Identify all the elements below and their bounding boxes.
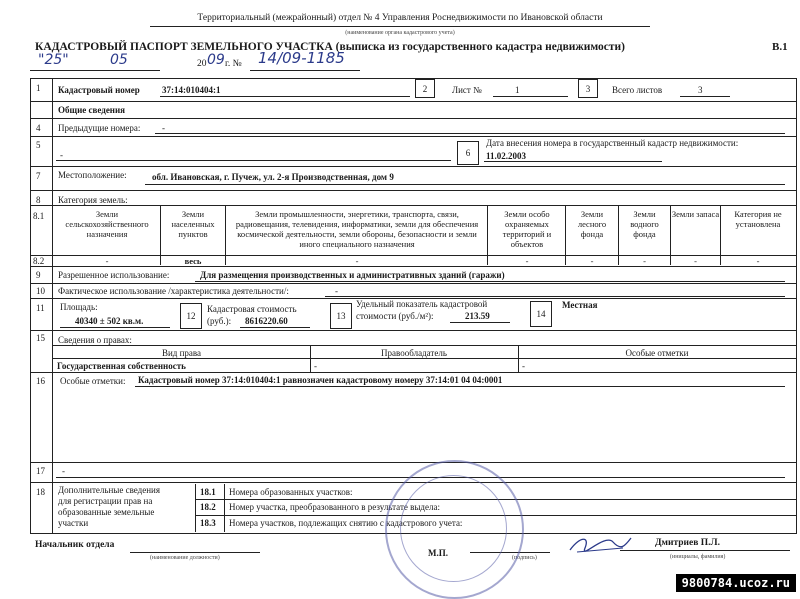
total-sheets-value: 3 (698, 85, 703, 95)
special-notes-label: Особые отметки: (60, 376, 126, 386)
actual-use-label: Фактическое использование /характеристика деятельности/: (58, 286, 289, 296)
category-value-settlements: весь (184, 256, 202, 266)
date-year-prefix: 20 (197, 59, 207, 69)
category-head-water: Земли водного фонда (630, 209, 659, 239)
authority-name: Территориальный (межрайонный) отдел № 4 Управления Роснедвижимости по Ивановской области (197, 13, 603, 23)
rights-col-type: Вид права (161, 348, 202, 358)
row-15-num: 15 (36, 333, 45, 343)
rights-notes-value: - (522, 361, 525, 371)
row-7-num: 7 (36, 171, 41, 181)
document-title: КАДАСТРОВЫЙ ПАСПОРТ ЗЕМЕЛЬНОГО УЧАСТКА (выписка из государственного кадастра недвижимости) (35, 41, 626, 53)
official-name: Дмитриев П.Л. (655, 538, 720, 548)
category-value-agricultural: - (105, 256, 109, 266)
total-sheets-label: Всего листов (612, 85, 663, 95)
permitted-use-value: Для размещения производственных и административных зданий (гаражи) (200, 270, 505, 280)
name-caption: (инициалы, фамилия) (670, 554, 726, 560)
authority-caption: (наименование органа кадастрового учета) (345, 30, 455, 36)
row-18-2-num: 18.2 (200, 502, 216, 512)
signature-caption: (подпись) (512, 555, 537, 561)
category-head-agricultural: Земли сельскохозяйственного назначения (65, 209, 149, 239)
permitted-use-label: Разрешенное использование: (58, 270, 170, 280)
row-1-num: 1 (36, 83, 41, 93)
row-11-num: 11 (36, 303, 45, 313)
previous-numbers-label: Предыдущие номера: (58, 123, 141, 133)
sheet-label: Лист № (452, 85, 482, 95)
additional-info-label-1: Дополнительные сведения (58, 485, 161, 495)
category-head-unset: Категория не установлена (734, 209, 782, 229)
rights-type-value: Государственная собственность (57, 361, 186, 371)
specific-value-label: Удельный показатель кадастровой (356, 299, 488, 309)
row-9-num: 9 (36, 270, 41, 280)
row-6-num: 6 (457, 141, 479, 165)
rights-col-holder: Правообладатель (381, 348, 447, 358)
location-label: Местоположение: (58, 170, 127, 180)
registration-date-label: Дата внесения номера в государственный кадастр недвижимости: (486, 138, 739, 148)
official-seal-inner-ring (400, 475, 507, 582)
category-head-industry: Земли промышленности, энергетики, транспорта, связи, радиовещания, телевидения, информатики, земли для обеспечения космической деятельности, земли обороны, безопасности и земли иного специального назначения (235, 209, 479, 249)
rights-col-notes: Особые отметки (625, 348, 689, 358)
land-category-label: Категория земель: (58, 195, 128, 205)
rights-label: Сведения о правах: (58, 335, 132, 345)
additional-info-label-3: образованные земельные (58, 507, 155, 517)
row-8-2-num: 8.2 (33, 256, 45, 266)
number-label: г. № (225, 59, 242, 69)
specific-value-value: 213.59 (465, 311, 490, 321)
special-notes-value: Кадастровый номер 37:14:010404:1 равнозначен кадастровому номеру 37:14:01 04 04:0001 (138, 375, 503, 385)
row-18-1-num: 18.1 (200, 487, 216, 497)
category-head-settlements: Земли населенных пунктов (171, 209, 215, 239)
form-code: В.1 (772, 41, 788, 53)
cost-type-value: Местная (562, 300, 598, 310)
row-4-num: 4 (36, 123, 41, 133)
head-of-department-label: Начальник отдела (35, 540, 115, 550)
cadastral-number-label: Кадастровый номер (58, 85, 140, 95)
row-3-num: 3 (578, 79, 598, 98)
actual-use-value: - (335, 286, 338, 296)
date-month: 05 (110, 52, 128, 68)
row-17-num: 17 (36, 466, 45, 476)
date-year: 09 (207, 52, 225, 68)
position-caption: (наименование должности) (150, 555, 220, 561)
document-number: 14/09-1185 (258, 49, 345, 67)
additional-info-label-4: участки (58, 518, 89, 528)
formed-plots-label: Номера образованных участков: (229, 487, 353, 497)
location-value: обл. Ивановская, г. Пучеж, ул. 2-я Производственная, дом 9 (152, 172, 394, 182)
category-value-reserve: - (694, 256, 697, 266)
deregistered-plots-label: Номера участков, подлежащих снятию с кадастрового учета: (229, 518, 463, 528)
row-5-num: 5 (36, 140, 41, 150)
row-8-num: 8 (36, 195, 41, 205)
category-head-forest: Земли лесного фонда (577, 209, 607, 239)
cadastral-value-value: 8616220.60 (245, 316, 288, 326)
row-18-num: 18 (36, 487, 45, 497)
date-day: "25" (38, 52, 69, 68)
cadastral-value-label: Кадастровая стоимость (207, 304, 297, 314)
category-value-forest: - (590, 256, 594, 266)
cadastral-number-value: 37:14:010404:1 (162, 85, 221, 95)
specific-value-unit: стоимости (руб./м²): (356, 311, 434, 321)
category-value-water: - (643, 256, 646, 266)
additional-info-label-2: для регистрации прав на (58, 496, 153, 506)
watermark: 9800784.ucoz.ru (676, 574, 796, 592)
category-value-industry: - (355, 256, 359, 266)
signature-icon (565, 528, 635, 558)
area-label: Площадь: (60, 302, 98, 312)
stamp-place-label: М.П. (428, 548, 448, 558)
row-17-value: - (62, 466, 65, 476)
row-12-num: 12 (180, 303, 202, 329)
sheet-value: 1 (515, 85, 520, 95)
cadastral-value-unit: (руб.): (207, 316, 232, 326)
row-10-num: 10 (36, 286, 45, 296)
category-value-unset: - (756, 256, 760, 266)
row-14-num: 14 (530, 301, 552, 327)
row-8-1-num: 8.1 (33, 211, 45, 221)
row-13-num: 13 (330, 303, 352, 329)
category-head-protected: Земли особо охраняемых территорий и объектов (502, 209, 552, 249)
row-18-3-num: 18.3 (200, 518, 216, 528)
rights-holder-value: - (314, 361, 317, 371)
row-16-num: 16 (36, 376, 45, 386)
category-value-protected: - (525, 256, 529, 266)
category-head-reserve: Земли запаса (671, 209, 720, 219)
area-value: 40340 ± 502 кв.м. (75, 316, 144, 326)
registration-date-value: 11.02.2003 (486, 151, 527, 161)
general-info-heading: Общие сведения (58, 105, 126, 115)
transformed-plot-label: Номер участка, преобразованного в результате выдела: (229, 502, 440, 512)
row-2-num: 2 (415, 79, 435, 98)
row-5-value: - (60, 150, 63, 160)
previous-numbers-value: - (162, 123, 165, 133)
